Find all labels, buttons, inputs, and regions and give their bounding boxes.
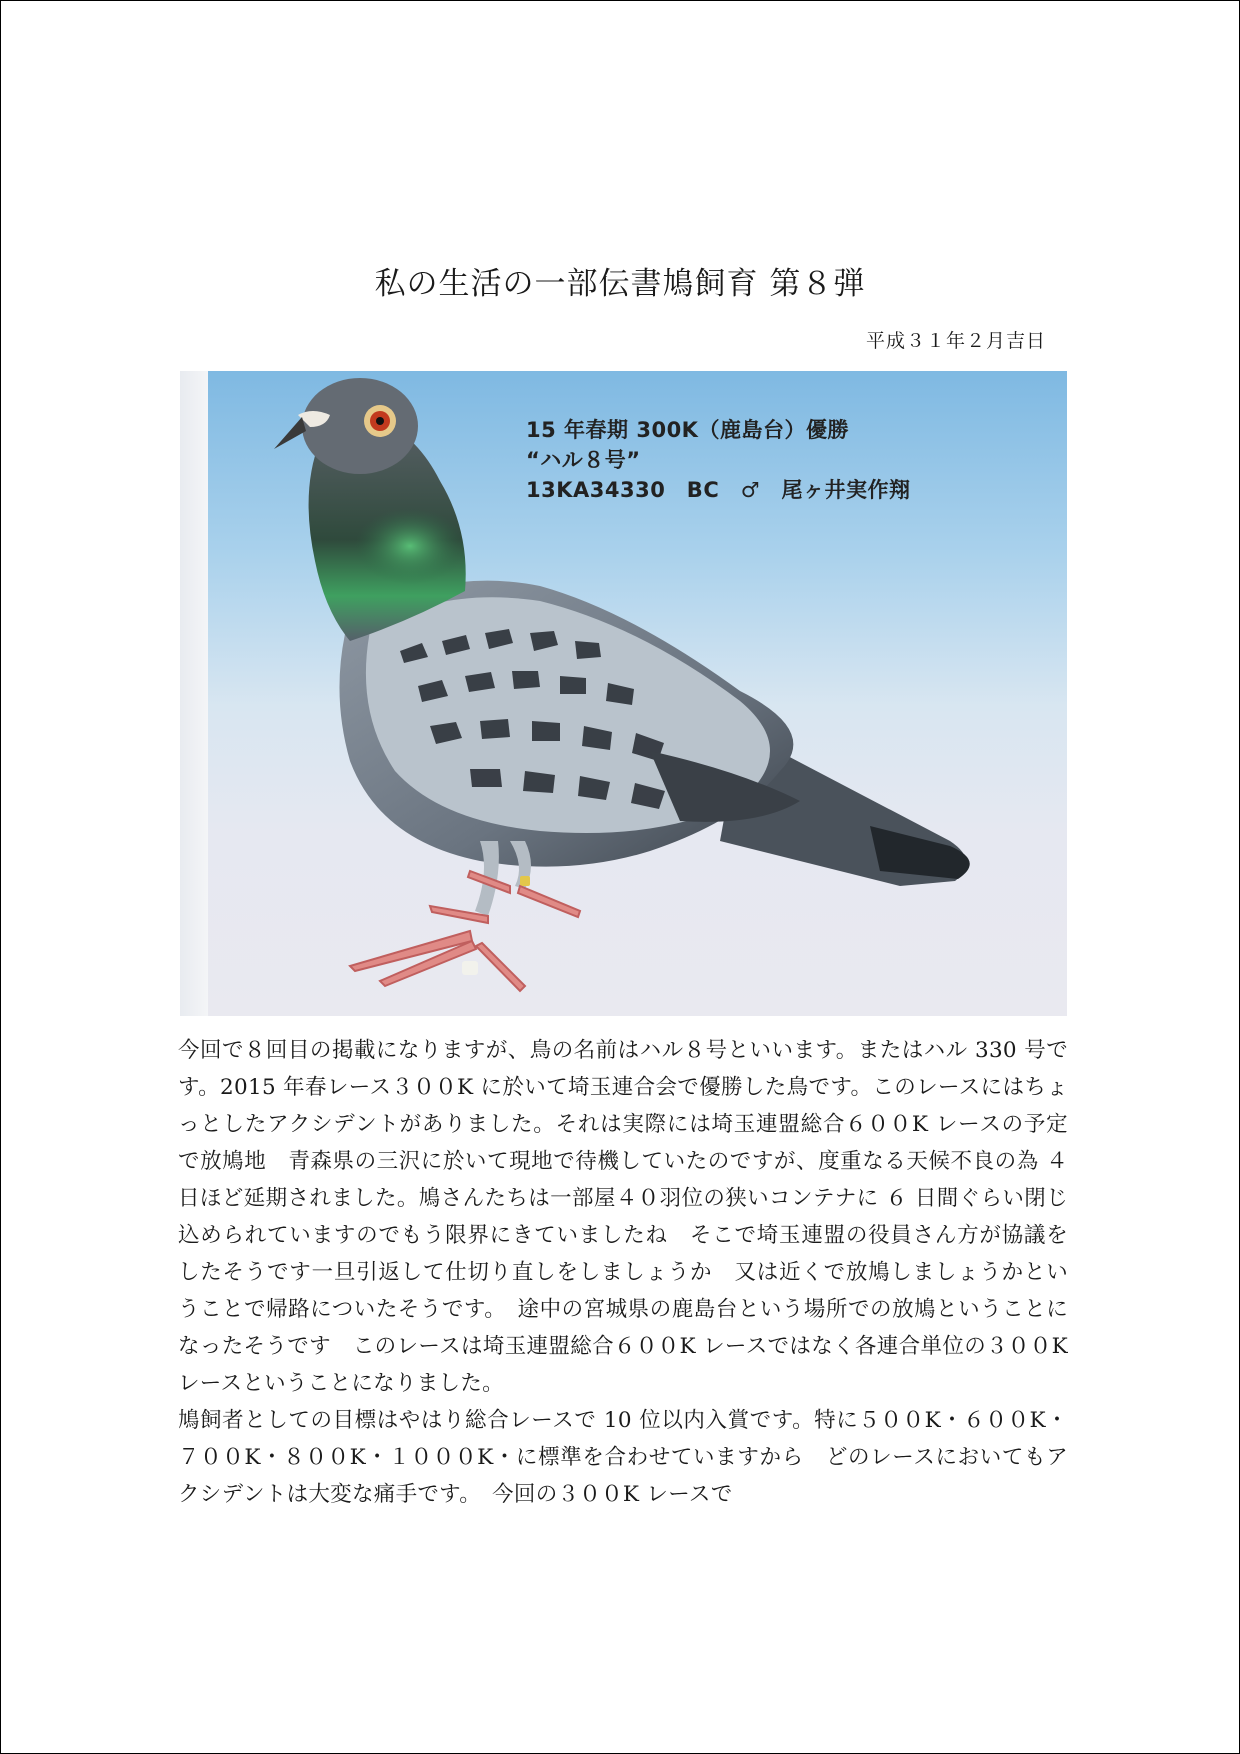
paragraph: 今回で８回目の掲載になりますが、鳥の名前はハル８号といいます。またはハル 330 号です。2015 年春レース３００K に於いて埼玉連合会で優勝した鳥です。このレースにはちょっとしたアクシデントがありました。それは実際には埼玉連盟総合６００K レースの予定で放鳩地 青森県の三沢に於いて現地で待機していたのですが、度重なる天候不良の為 ４ 日ほど延期されました。鳩さんたちは一部屋４０羽位の狭いコンテナに ６ 日間ぐらい閉じ込められていますのでもう限界にきていましたね そこで埼玉連盟の役員さん方が協議をしたそうです一旦引返して仕切り直しをしましょうか 又は近くで放鳩しましょうかということで帰路についたそうです。 途中の宮城県の鹿島台という場所での放鳩ということになったそうです このレースは埼玉連盟総合６００K レースではなく各連合単位の３００K レースということになりました。 xyxy=(178,1038,1068,1396)
caption-race-title: 15 年春期 300K（鹿島台）優勝 xyxy=(526,418,849,442)
caption-bird-name: “ハル８号” xyxy=(526,448,641,472)
caption-band-number: 13KA34330 BC ♂ 尾ヶ井実作翔 xyxy=(526,478,911,502)
pigeon-beak xyxy=(274,417,306,449)
pigeon-head xyxy=(302,378,418,474)
photo-caption xyxy=(526,415,911,505)
article-body xyxy=(178,1032,1068,1513)
document-date: 平成３１年２月吉日 xyxy=(865,330,1046,352)
document-title: 私の生活の一部伝書鳩飼育 第８弾 xyxy=(374,266,866,302)
paragraph: 鳩飼者としての目標はやはり総合レースで 10 位以内入賞です。特に５００K・６００K・７００K・８００K・１０００K・に標準を合わせていますから どのレースにおいてもアクシデントは大変な痛手です。 今回の３００K レースで xyxy=(178,1408,1068,1507)
pigeon-photo xyxy=(180,371,1067,1016)
